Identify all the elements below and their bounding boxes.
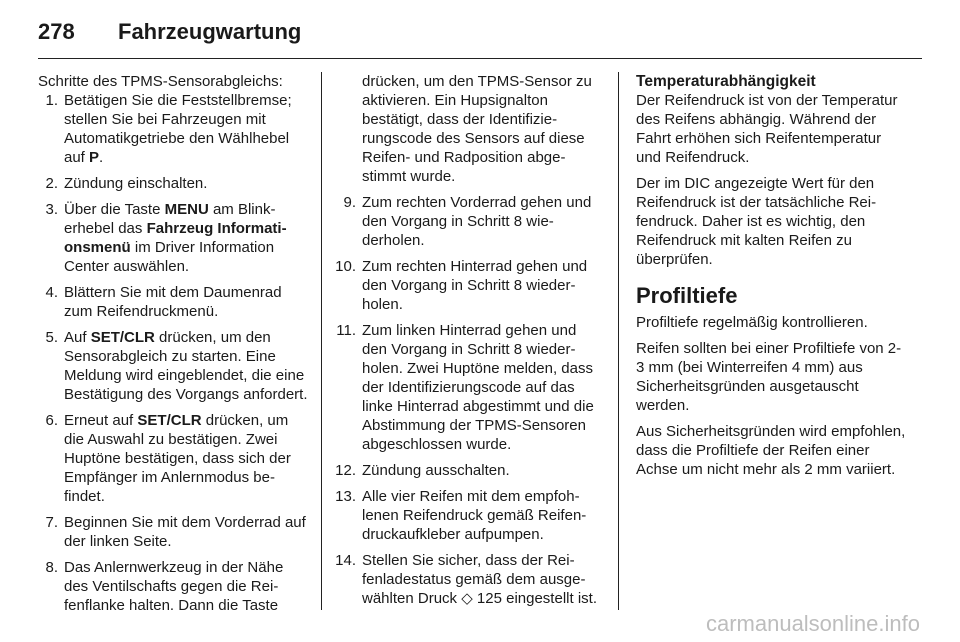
- page-title: Fahrzeugwartung: [118, 19, 302, 44]
- step-number: 9.: [343, 194, 356, 211]
- step-number: 13.: [335, 488, 356, 505]
- step-text: Zum rechten Hinterrad gehen und den Vorgang in Schritt 8 wiederholen.: [362, 258, 588, 313]
- page-header: [38, 20, 922, 60]
- step-item: [38, 411, 308, 506]
- step-text: Das Anlernwerkzeug in der Nähe des Ventilschafts gegen die Reifenflanke halten. Dann die Taste: [64, 559, 284, 614]
- column-divider: [321, 72, 322, 610]
- step-text: Über die Taste: [64, 201, 165, 218]
- step-number: 12.: [335, 462, 356, 479]
- step-text: Betätigen Sie die Feststellbremse; stellen Sie bei Fahrzeugen mit Automatikgetriebe den Wählhebel auf: [64, 92, 292, 166]
- step-text: drücken, um den Sensorabgleich zu starten. Eine Meldung wird eingeblendet, die eine Bestätigung des Vorgangs anfordert.: [64, 329, 308, 403]
- step-emphasis: P: [89, 149, 100, 166]
- step-number: 11.: [336, 322, 356, 339]
- step-text: Erneut auf: [64, 412, 138, 429]
- step-text: Auf: [64, 329, 91, 346]
- header-rule: [38, 58, 922, 59]
- paragraph: Profiltiefe regelmäßig kontrollieren.: [636, 314, 868, 331]
- step-number: 6.: [45, 412, 58, 429]
- page-number: 278: [38, 19, 75, 44]
- step-number: 8.: [45, 559, 58, 576]
- step-text: Zündung einschalten.: [64, 175, 208, 192]
- step-number: 4.: [45, 284, 58, 301]
- step-item: [38, 328, 308, 404]
- step-emphasis: SET/CLR: [137, 412, 202, 429]
- step-text: .: [99, 149, 104, 166]
- step-item: [332, 487, 602, 544]
- step-number: 3.: [45, 201, 58, 218]
- step-text: Zum linken Hinterrad gehen und den Vorgang in Schritt 8 wiederholen. Zwei Huptöne melden, dass der Identifizierungscode auf das linke Hinterrad abgestimmt und die Abstimmung der TPMS-Sensoren abgeschlossen wurde.: [362, 322, 594, 453]
- step-item: [332, 551, 602, 608]
- step-item: [38, 283, 308, 321]
- subsection-heading: Temperaturabhängigkeit: [636, 73, 816, 90]
- step-text: Stellen Sie sicher, dass der Reifenladestatus gemäß dem ausgewählten Druck ◇ 125 eingestellt ist.: [362, 552, 597, 607]
- paragraph: Reifen sollten bei einer Profiltiefe von 2-3 mm (bei Winterreifen 4 mm) aus Sicherheitsgründen ausgetauscht werden.: [636, 340, 902, 414]
- step-item: [38, 174, 308, 193]
- step-item: [38, 200, 308, 276]
- steps-list: [38, 91, 308, 615]
- step-text: im Driver Information Center auswählen.: [64, 239, 275, 275]
- step-item: [38, 513, 308, 551]
- step-text: Beginnen Sie mit dem Vorderrad auf der linken Seite.: [64, 514, 306, 550]
- section-heading: Profiltiefe: [636, 283, 738, 308]
- paragraph: Der Reifendruck ist von der Temperatur des Reifens abhängig. Während der Fahrt erhöhen sich Reifentemperatur und Reifendruck.: [636, 92, 898, 166]
- tread-depth-section: [636, 313, 906, 479]
- step-text: Zündung ausschalten.: [362, 462, 510, 479]
- step-number: 7.: [45, 514, 58, 531]
- step-text: Zum rechten Vorderrad gehen und den Vorgang in Schritt 8 wiederholen.: [362, 194, 592, 249]
- step-text: Alle vier Reifen mit dem empfohlenen Reifendruck gemäß Reifendruckaufkleber aufpumpen.: [362, 488, 587, 543]
- column-2: [332, 72, 602, 615]
- steps-intro: Schritte des TPMS-Sensorabgleichs:: [38, 73, 283, 90]
- step-emphasis: SET/CLR: [90, 329, 155, 346]
- step-emphasis: MENU: [164, 201, 209, 218]
- temperature-section: [636, 91, 906, 269]
- paragraph: Aus Sicherheitsgründen wird empfohlen, dass die Profiltiefe der Reifen einer Achse um nicht mehr als 2 mm variiert.: [636, 423, 906, 478]
- step-8-continuation: drücken, um den TPMS-Sensor zu aktivieren. Ein Hupsignalton bestätigt, dass der Identifizierungscode des Sensors auf diese Reifen- und Radposition abgestimmt wurde.: [362, 73, 592, 185]
- step-item: [332, 193, 602, 250]
- step-number: 2.: [45, 175, 58, 192]
- step-text: drücken, um die Auswahl zu bestätigen. Zwei Huptöne bestätigen, dass sich der Empfänger im Anlernmodus befindet.: [64, 412, 291, 505]
- step-text: am Blinkerhebel das: [64, 201, 276, 237]
- column-1: [38, 72, 308, 622]
- step-text: Blättern Sie mit dem Daumenrad zum Reifendruckmenü.: [64, 284, 282, 320]
- column-divider: [618, 72, 619, 610]
- step-number: 1.: [45, 92, 58, 109]
- step-number: 10.: [335, 258, 356, 275]
- step-item: [332, 461, 602, 480]
- column-3: [636, 72, 906, 486]
- step-item: [332, 321, 602, 454]
- steps-list-continued: [332, 193, 602, 608]
- step-number: 14.: [335, 552, 356, 569]
- step-item: [38, 91, 308, 167]
- step-item: [38, 558, 308, 615]
- step-number: 5.: [45, 329, 58, 346]
- watermark: carmanualsonline.info: [705, 611, 920, 636]
- step-emphasis: Fahrzeug Informationsmenü: [64, 220, 287, 256]
- paragraph: Der im DIC angezeigte Wert für den Reifendruck ist der tatsächliche Reifendruck. Daher ist es wichtig, den Reifendruck mit kalten Reifen zu überprüfen.: [636, 175, 877, 268]
- step-item: [332, 257, 602, 314]
